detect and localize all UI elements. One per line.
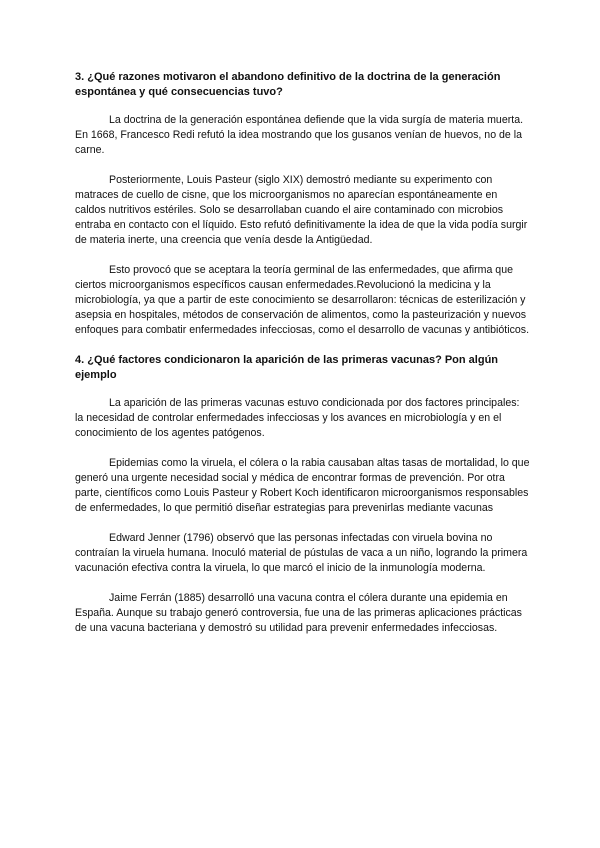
paragraph: La aparición de las primeras vacunas estuvo condicionada por dos factores principales: la necesidad de controlar enfermedades infecciosas y los avances en microbiología y en el conocimiento de los agentes patógenos. — [75, 397, 520, 439]
section-question-4 — [75, 353, 530, 636]
paragraph: Esto provocó que se aceptara la teoría germinal de las enfermedades, que afirma que ciertos microorganismos específicos causan enfermedades.Revolucionó la medicina y la microbiología, ya que a partir de este conocimiento se desarrollaron: técnicas de esterilización y asepsia en hospitales, métodos de conservación de alimentos, como la pasteurización y nuevos enfoques para combatir enfermedades infecciosas, como el desarrollo de vacunas y antibióticos. — [75, 264, 530, 336]
document-page — [75, 70, 530, 651]
section-heading: 3. ¿Qué razones motivaron el abandono definitivo de la doctrina de la generación espontánea y qué consecuencias tuvo? — [75, 71, 501, 98]
paragraph: Jaime Ferrán (1885) desarrolló una vacuna contra el cólera durante una epidemia en España. Aunque su trabajo generó controversia, fue una de las primeras aplicaciones prácticas de una vacuna bacteriana y demostró su utilidad para prevenir enfermedades infecciosas. — [75, 592, 522, 634]
section-heading: 4. ¿Qué factores condicionaron la aparición de las primeras vacunas? Pon algún ejemplo — [75, 354, 499, 381]
section-question-3 — [75, 70, 530, 338]
paragraph: Posteriormente, Louis Pasteur (siglo XIX) demostró mediante su experimento con matraces de cuello de cisne, que los microorganismos no aparecían espontáneamente en caldos nutritivos estériles. Solo se desarrollaban cuando el aire contaminado con microbios entraba en contacto con el líquido. Esto refutó definitivamente la idea de que la vida podía surgir de materia inerte, una creencia que venía desde la Antigüedad. — [75, 174, 528, 246]
paragraph: La doctrina de la generación espontánea defiende que la vida surgía de materia muerta. En 1668, Francesco Redi refutó la idea mostrando que los gusanos venían de huevos, no de la carne. — [75, 114, 524, 156]
paragraph: Epidemias como la viruela, el cólera o la rabia causaban altas tasas de mortalidad, lo que generó una urgente necesidad social y médica de encontrar formas de prevención. Por otra parte, científicos como Louis Pasteur y Robert Koch identificaron microorganismos responsables de enfermedades, lo que permitió diseñar estrategias para prevenirlas mediante vacunas — [75, 457, 530, 514]
paragraph: Edward Jenner (1796) observó que las personas infectadas con viruela bovina no contraían la viruela humana. Inoculó material de pústulas de vaca a un niño, logrando la primera vacunación efectiva contra la viruela, lo que marcó el inicio de la inmunología moderna. — [75, 532, 528, 574]
